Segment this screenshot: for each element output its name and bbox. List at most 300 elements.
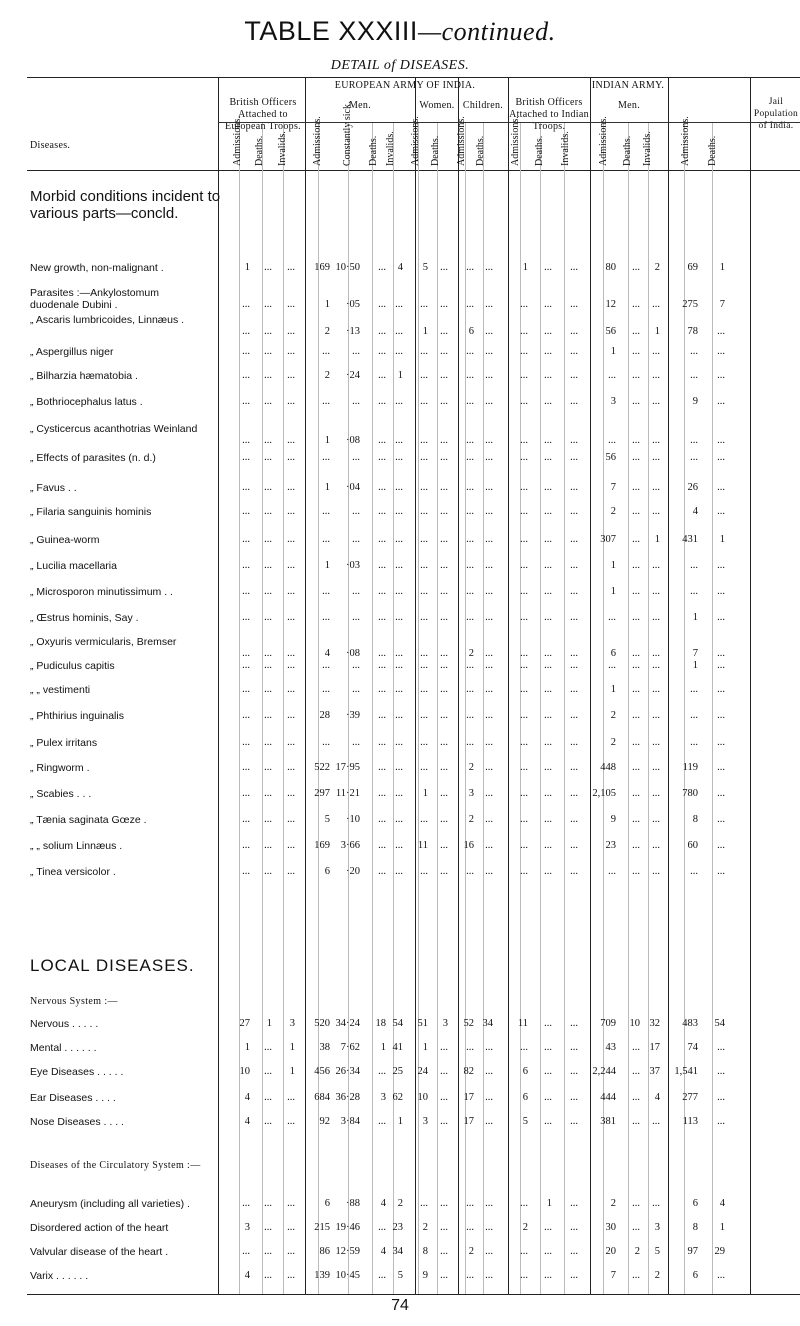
table-cell: ...: [520, 1246, 528, 1257]
table-cell: ...: [287, 396, 295, 407]
column-header-14: Invalids.: [560, 131, 571, 166]
table-cell: 17·95: [335, 762, 360, 773]
table-cell: ...: [632, 1198, 640, 1209]
table-cell: ...: [395, 660, 403, 671]
title-main: TABLE XXXIII: [244, 16, 418, 46]
table-cell: 54: [714, 1018, 725, 1029]
table-cell: ...: [420, 762, 428, 773]
table-cell: 1: [610, 560, 616, 571]
row-label: „ Oxyuris vermicularis, Bremser: [30, 636, 177, 648]
table-cell: 1: [692, 612, 698, 623]
table-cell: ...: [466, 346, 474, 357]
table-cell: ...: [485, 1042, 493, 1053]
table-cell: 277: [682, 1092, 698, 1103]
table-cell: ...: [632, 1270, 640, 1281]
column-header-18: Admissions.: [680, 116, 691, 166]
table-cell: ...: [632, 788, 640, 799]
table-cell: ...: [440, 1116, 448, 1127]
table-cell: ...: [570, 648, 578, 659]
table-cell: 27: [239, 1018, 250, 1029]
table-cell: ...: [544, 1270, 552, 1281]
table-cell: ...: [440, 506, 448, 517]
table-cell: ...: [632, 1042, 640, 1053]
table-cell: ...: [420, 560, 428, 571]
jail-header: Jail Population of India.: [753, 97, 799, 131]
table-cell: ...: [287, 840, 295, 851]
table-cell: ...: [264, 370, 272, 381]
row-label: New growth, non-malignant .: [30, 262, 164, 274]
table-cell: ...: [287, 1222, 295, 1233]
table-cell: 4: [324, 648, 330, 659]
row-label: Ear Diseases . . . .: [30, 1092, 116, 1104]
table-cell: ...: [322, 396, 330, 407]
table-cell: ...: [570, 737, 578, 748]
table-cell: 113: [682, 1116, 698, 1127]
table-cell: ...: [485, 560, 493, 571]
table-cell: 2: [610, 506, 616, 517]
table-cell: ...: [570, 346, 578, 357]
table-cell: ...: [570, 762, 578, 773]
row-label: „ „ solium Linnæus .: [30, 840, 123, 852]
table-cell: ...: [440, 1222, 448, 1233]
table-cell: 4: [654, 1092, 660, 1103]
section-morbid-conditions: Morbid conditions incident to various parts—concld.: [30, 188, 221, 222]
table-cell: ...: [242, 648, 250, 659]
table-cell: 2: [324, 326, 330, 337]
table-cell: ...: [570, 612, 578, 623]
table-cell: ...: [395, 346, 403, 357]
table-cell: ...: [544, 648, 552, 659]
row-label: „ Microsporon minutissimum . .: [30, 586, 173, 598]
table-cell: ...: [608, 866, 616, 877]
row-label: Valvular disease of the heart .: [30, 1246, 169, 1258]
table-cell: 43: [605, 1042, 616, 1053]
table-cell: ...: [322, 684, 330, 695]
table-cell: ...: [544, 866, 552, 877]
row-label: „ Bothriocephalus latus .: [30, 396, 143, 408]
table-cell: ...: [632, 262, 640, 273]
column-header-10: Admissions.: [456, 116, 467, 166]
table-cell: 1: [719, 1222, 725, 1233]
table-cell: ...: [485, 762, 493, 773]
table-cell: 23: [605, 840, 616, 851]
table-cell: ...: [420, 346, 428, 357]
row-label: „ Filaria sanguinis hominis: [30, 506, 152, 518]
page-subtitle: DETAIL of DISEASES.: [330, 58, 470, 73]
table-cell: 6: [522, 1092, 528, 1103]
table-cell: ...: [485, 1198, 493, 1209]
table-cell: ...: [420, 452, 428, 463]
table-cell: ...: [440, 814, 448, 825]
table-cell: ...: [395, 648, 403, 659]
diseases-header: Diseases.: [30, 140, 71, 151]
table-cell: ...: [440, 482, 448, 493]
table-cell: ...: [520, 586, 528, 597]
table-cell: ...: [520, 482, 528, 493]
table-cell: ·05: [346, 299, 360, 310]
table-cell: 4: [244, 1116, 250, 1127]
table-cell: ...: [287, 346, 295, 357]
row-label: „ Ascaris lumbricoides, Linnæus .: [30, 314, 185, 326]
table-cell: 4: [380, 1198, 386, 1209]
women-header: Women.: [419, 100, 455, 111]
table-cell: ...: [242, 346, 250, 357]
table-cell: ...: [652, 452, 660, 463]
table-cell: ...: [485, 814, 493, 825]
table-cell: ...: [544, 435, 552, 446]
table-cell: ...: [485, 326, 493, 337]
table-cell: ...: [378, 762, 386, 773]
table-cell: ...: [264, 788, 272, 799]
table-cell: ...: [322, 586, 330, 597]
table-cell: 26·34: [335, 1066, 360, 1077]
table-cell: ...: [242, 840, 250, 851]
table-cell: ...: [544, 762, 552, 773]
table-cell: ...: [632, 326, 640, 337]
table-cell: 12·59: [335, 1246, 360, 1257]
table-cell: ...: [378, 612, 386, 623]
table-cell: 8: [692, 814, 698, 825]
title-suffix: —continued.: [417, 17, 556, 46]
table-cell: 1: [289, 1066, 295, 1077]
table-cell: 41: [392, 1042, 403, 1053]
table-cell: ...: [632, 737, 640, 748]
table-cell: ...: [570, 710, 578, 721]
table-cell: ...: [466, 299, 474, 310]
table-cell: ...: [466, 710, 474, 721]
table-cell: ...: [690, 866, 698, 877]
table-cell: 74: [687, 1042, 698, 1053]
table-cell: 483: [682, 1018, 698, 1029]
table-cell: ...: [420, 396, 428, 407]
table-cell: 2: [522, 1222, 528, 1233]
table-cell: ...: [632, 435, 640, 446]
table-cell: ...: [395, 788, 403, 799]
table-cell: ...: [440, 762, 448, 773]
table-cell: ...: [690, 710, 698, 721]
table-cell: ...: [485, 648, 493, 659]
table-cell: 10: [417, 1092, 428, 1103]
table-cell: ...: [264, 506, 272, 517]
table-cell: 5: [654, 1246, 660, 1257]
table-cell: 2: [468, 1246, 474, 1257]
table-cell: ...: [608, 435, 616, 446]
table-cell: ...: [570, 684, 578, 695]
table-cell: ...: [378, 435, 386, 446]
table-cell: 3: [289, 1018, 295, 1029]
table-cell: 297: [314, 788, 330, 799]
table-cell: ...: [264, 326, 272, 337]
table-cell: 86: [319, 1246, 330, 1257]
table-cell: ...: [520, 346, 528, 357]
table-cell: ...: [570, 1066, 578, 1077]
table-cell: ...: [632, 814, 640, 825]
table-cell: ...: [440, 866, 448, 877]
table-cell: ...: [378, 788, 386, 799]
table-cell: 2: [634, 1246, 640, 1257]
table-cell: 26: [687, 482, 698, 493]
table-cell: ...: [440, 660, 448, 671]
table-cell: ...: [378, 684, 386, 695]
table-cell: ...: [652, 370, 660, 381]
table-cell: ...: [570, 262, 578, 273]
table-cell: ...: [242, 370, 250, 381]
table-cell: 69: [687, 262, 698, 273]
table-cell: ...: [652, 737, 660, 748]
table-cell: ...: [544, 1246, 552, 1257]
table-cell: 30: [605, 1222, 616, 1233]
table-cell: ...: [420, 710, 428, 721]
table-cell: ...: [632, 710, 640, 721]
table-cell: 1: [324, 482, 330, 493]
table-cell: ...: [544, 840, 552, 851]
table-cell: ...: [717, 346, 725, 357]
table-cell: ...: [544, 534, 552, 545]
table-cell: 3: [468, 788, 474, 799]
row-label: „ Œstrus hominis, Say .: [30, 612, 139, 624]
table-cell: 275: [682, 299, 698, 310]
table-cell: 6: [324, 1198, 330, 1209]
table-cell: ...: [264, 396, 272, 407]
row-label: „ Tænia saginata Gœze .: [30, 814, 147, 826]
table-cell: ...: [520, 762, 528, 773]
table-cell: ...: [440, 1198, 448, 1209]
table-cell: ...: [264, 1246, 272, 1257]
table-cell: 2: [324, 370, 330, 381]
table-cell: ...: [378, 482, 386, 493]
table-cell: ...: [544, 1018, 552, 1029]
table-cell: 92: [319, 1116, 330, 1127]
table-cell: ...: [440, 1270, 448, 1281]
table-cell: ...: [544, 262, 552, 273]
table-cell: ...: [544, 370, 552, 381]
table-cell: ...: [544, 1042, 552, 1053]
table-cell: ...: [378, 506, 386, 517]
table-cell: 1: [422, 788, 428, 799]
table-cell: ...: [264, 1092, 272, 1103]
row-label: Parasites :—Ankylostomum duodenale Dubini .: [30, 287, 159, 311]
table-cell: ...: [242, 452, 250, 463]
table-cell: ...: [378, 1066, 386, 1077]
table-cell: ...: [570, 370, 578, 381]
table-cell: ...: [544, 1222, 552, 1233]
table-cell: ...: [485, 396, 493, 407]
table-cell: 11: [517, 1018, 528, 1029]
table-cell: ...: [485, 1246, 493, 1257]
table-cell: 2: [654, 262, 660, 273]
table-cell: 17: [463, 1092, 474, 1103]
table-cell: ...: [395, 684, 403, 695]
table-cell: ...: [242, 1198, 250, 1209]
table-cell: ...: [242, 586, 250, 597]
table-cell: ...: [440, 452, 448, 463]
table-cell: ...: [287, 788, 295, 799]
table-cell: ...: [378, 1116, 386, 1127]
table-cell: 23: [392, 1222, 403, 1233]
table-cell: ...: [652, 506, 660, 517]
table-cell: ...: [378, 660, 386, 671]
table-cell: ...: [242, 612, 250, 623]
table-cell: ...: [520, 534, 528, 545]
table-cell: ...: [466, 612, 474, 623]
table-cell: ...: [287, 506, 295, 517]
table-cell: ...: [652, 648, 660, 659]
table-cell: ...: [264, 435, 272, 446]
table-rule: [27, 77, 800, 78]
table-cell: ...: [264, 840, 272, 851]
table-cell: ...: [287, 326, 295, 337]
table-cell: 7: [692, 648, 698, 659]
table-cell: ...: [420, 534, 428, 545]
table-cell: ...: [632, 648, 640, 659]
table-cell: ...: [466, 586, 474, 597]
table-cell: ...: [652, 482, 660, 493]
table-cell: ...: [395, 435, 403, 446]
table-cell: 10·45: [335, 1270, 360, 1281]
table-cell: ...: [690, 737, 698, 748]
row-label: „ Favus . .: [30, 482, 77, 494]
table-cell: 119: [682, 762, 698, 773]
column-header-7: Invalids.: [385, 131, 396, 166]
table-cell: 9: [422, 1270, 428, 1281]
table-cell: ...: [322, 737, 330, 748]
table-cell: 1: [654, 326, 660, 337]
table-cell: 1: [654, 534, 660, 545]
column-header-4: Admissions.: [312, 116, 323, 166]
table-cell: ...: [287, 262, 295, 273]
table-cell: 709: [600, 1018, 616, 1029]
table-cell: 28: [319, 710, 330, 721]
table-cell: 684: [314, 1092, 330, 1103]
table-cell: ...: [717, 586, 725, 597]
table-cell: ...: [322, 506, 330, 517]
table-cell: ...: [570, 435, 578, 446]
table-cell: ...: [440, 534, 448, 545]
table-cell: 1: [324, 435, 330, 446]
column-header-3: Invalids.: [277, 131, 288, 166]
table-cell: ...: [652, 840, 660, 851]
table-cell: ...: [322, 534, 330, 545]
table-cell: ...: [520, 660, 528, 671]
table-cell: 4: [244, 1092, 250, 1103]
table-cell: ...: [632, 560, 640, 571]
table-cell: ...: [690, 452, 698, 463]
table-cell: ...: [632, 299, 640, 310]
table-cell: ...: [570, 1042, 578, 1053]
table-cell: ...: [287, 684, 295, 695]
table-cell: ·20: [346, 866, 360, 877]
row-label: „ Effects of parasites (n. d.): [30, 452, 156, 464]
table-cell: ...: [242, 762, 250, 773]
table-cell: ...: [608, 370, 616, 381]
table-cell: 1: [289, 1042, 295, 1053]
table-cell: ...: [466, 737, 474, 748]
table-cell: 56: [605, 326, 616, 337]
table-cell: 307: [600, 534, 616, 545]
table-cell: ...: [652, 814, 660, 825]
table-cell: 5: [422, 262, 428, 273]
table-cell: ...: [485, 612, 493, 623]
table-cell: ...: [570, 1116, 578, 1127]
table-cell: 2: [468, 814, 474, 825]
table-cell: ...: [717, 396, 725, 407]
table-cell: ...: [717, 840, 725, 851]
table-cell: 18: [375, 1018, 386, 1029]
row-label: „ Pulex irritans: [30, 737, 98, 749]
table-cell: ...: [440, 684, 448, 695]
table-cell: 54: [392, 1018, 403, 1029]
table-cell: ...: [570, 299, 578, 310]
table-cell: ...: [608, 612, 616, 623]
table-cell: ...: [287, 612, 295, 623]
column-header-8: Admissions.: [410, 116, 421, 166]
table-cell: ...: [544, 586, 552, 597]
table-cell: ...: [352, 684, 360, 695]
table-cell: ...: [395, 866, 403, 877]
table-cell: 381: [600, 1116, 616, 1127]
table-cell: 169: [314, 840, 330, 851]
table-cell: 1: [244, 1042, 250, 1053]
table-cell: ...: [485, 1222, 493, 1233]
table-cell: ...: [544, 710, 552, 721]
row-label: Disordered action of the heart: [30, 1222, 169, 1234]
table-cell: ...: [264, 1270, 272, 1281]
table-cell: 7·62: [340, 1042, 360, 1053]
table-cell: 32: [649, 1018, 660, 1029]
table-cell: ...: [287, 1092, 295, 1103]
table-cell: ...: [520, 840, 528, 851]
table-cell: ...: [717, 1092, 725, 1103]
table-cell: 62: [392, 1092, 403, 1103]
table-cell: ·08: [346, 648, 360, 659]
table-cell: ...: [287, 762, 295, 773]
table-cell: ...: [485, 262, 493, 273]
table-cell: ...: [264, 737, 272, 748]
table-cell: ...: [520, 737, 528, 748]
table-cell: ...: [287, 1116, 295, 1127]
table-cell: 169: [314, 262, 330, 273]
table-cell: ...: [544, 814, 552, 825]
table-cell: ...: [485, 534, 493, 545]
table-cell: 2: [610, 710, 616, 721]
men-eu-header: Men.: [348, 100, 372, 111]
column-header-11: Deaths.: [475, 135, 486, 166]
column-header-13: Deaths.: [534, 135, 545, 166]
row-label: Nervous . . . . .: [30, 1018, 99, 1030]
table-cell: ...: [520, 435, 528, 446]
table-cell: ...: [717, 762, 725, 773]
table-cell: ...: [395, 326, 403, 337]
row-label: Nose Diseases . . . .: [30, 1116, 124, 1128]
table-cell: ...: [378, 560, 386, 571]
header-group-rule: [218, 122, 800, 123]
table-cell: ...: [264, 710, 272, 721]
table-cell: ...: [652, 762, 660, 773]
row-label: Mental . . . . . .: [30, 1042, 97, 1054]
table-cell: ...: [570, 534, 578, 545]
table-cell: ...: [717, 612, 725, 623]
table-cell: ...: [287, 586, 295, 597]
table-cell: ...: [570, 1092, 578, 1103]
table-cell: ...: [378, 370, 386, 381]
table-cell: ...: [717, 452, 725, 463]
table-cell: ...: [520, 648, 528, 659]
table-cell: ...: [485, 1066, 493, 1077]
table-cell: ...: [242, 326, 250, 337]
table-cell: ...: [352, 396, 360, 407]
table-cell: ...: [485, 435, 493, 446]
table-cell: 6: [468, 326, 474, 337]
